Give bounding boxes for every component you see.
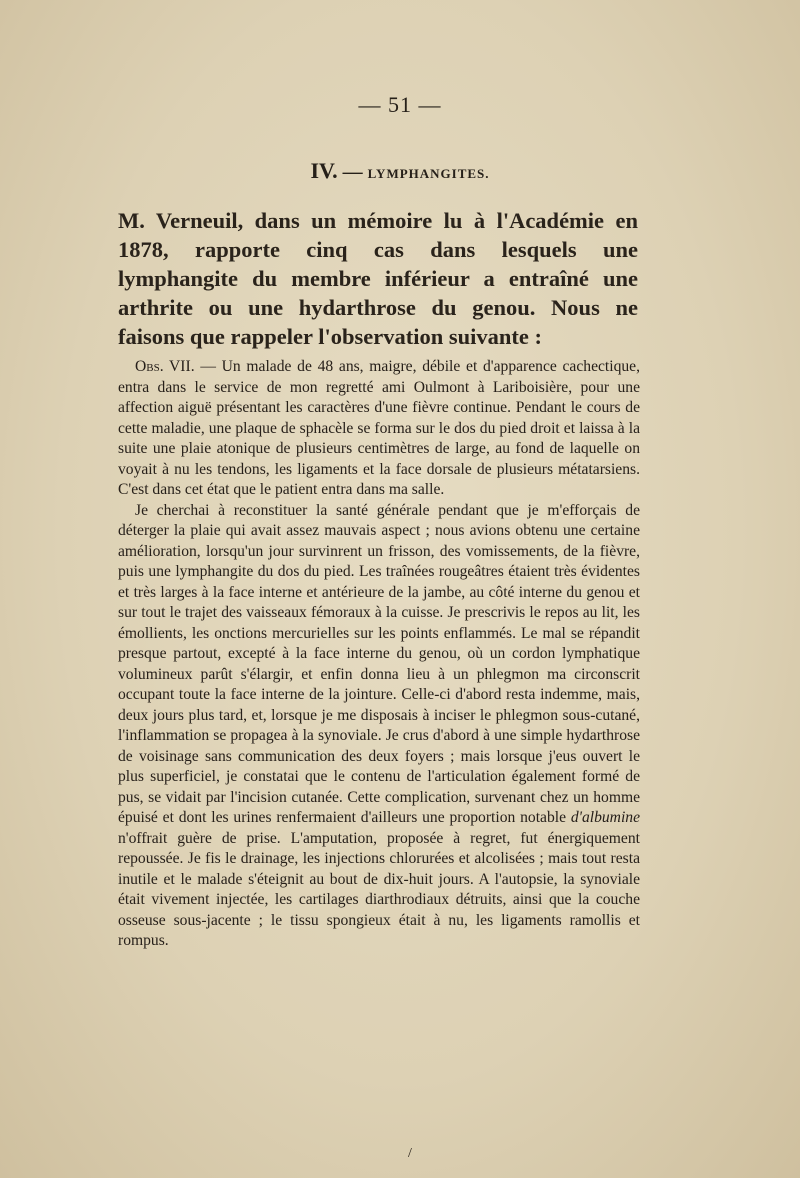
- section-heading: [0, 158, 800, 184]
- section-title: LYMPHANGITES.: [367, 166, 490, 181]
- intro-paragraph: M. Verneuil, dans un mémoire lu à l'Académie en 1878, rapporte cinq cas dans lesquels une lymphangite du membre inférieur a entraîné une arthrite ou une hydarthrose du genou. Nous ne faisons que rappeler l'observation suivante :: [118, 208, 638, 349]
- observation-label: Obs. VII.: [135, 358, 195, 375]
- section-numeral: IV.: [310, 158, 338, 183]
- footer-mark: /: [408, 1146, 412, 1161]
- observation-paragraph-1-text: — Un malade de 48 ans, maigre, débile et d'apparence cachectique, entra dans le service de mon regretté ami Oulmont à Lariboisière, pour une affection aiguë présentant les caractères d'une fièvre continue. Pendant le cours de cette maladie, une plaque de sphacèle se forma sur le dos du pied droit et laissa à la suite une plaie atonique de plusieurs centimètres de large, au fond de laquelle on voyait à nu les tendons, les ligaments et la face dorsale de plusieurs métatarsiens. C'est dans cet état que le patient entra dans ma salle.: [118, 358, 640, 498]
- albumine-italic: d'albumine: [570, 809, 640, 826]
- observation-paragraph-2-text-a: Je cherchai à reconstituer la santé générale pendant que je m'efforçais de déterger la plaie qui avait assez mauvais aspect ; nous avions obtenu une certaine amélioration, lorsqu'un jour survinrent un frisson, des vomissements, de la fièvre, puis une lymphangite du dos du pied. Les traînées rougeâtres étaient très évidentes et très larges à la face interne et antérieure de la jambe, au côté interne du genou et sur tout le trajet des vaisseaux fémoraux à la cuisse. Je prescrivis le repos au lit, les émollients, les onctions mercurielles sur les points enflammés. Le mal se répandit presque partout, excepté à la face interne du genou, où un cordon lymphatique volumineux parût s'élargir, et enfin donna lieu à un phlegmon ma circonscrit occupant toute la face interne de la jointure. Celle-ci d'abord resta indemme, mais, deux jours plus tard, et, lorsque je me disposais à inciser le phlegmon sous-cutané, l'inflammation se propagea à la synoviale. Je crus d'abord à une simple hydarthrose de voisinage sans communication des deux foyers ; mais lorsque j'eus ouvert le plus superficiel, je constatai que le contenu de l'articulation également formé de pus, se vidait par l'incision cutanée. Cette complication, survenant chez un homme épuisé et dont les urines renfermaient d'ailleurs une proportion notable: [118, 501, 640, 826]
- observation-paragraph-2: [118, 501, 640, 952]
- observation-text: [118, 357, 640, 952]
- page-number: — 51 —: [358, 92, 442, 117]
- observation-paragraph-2-text-b: n'offrait guère de prise. L'amputation, proposée à regret, fut énergiquement repoussée. Je fis le drainage, les injections chlorurées et alcolisées ; mais tout resta inutile et le malade s'éteignit au bout de dix-huit jours. A l'autopsie, la synoviale était vivement injectée, les cartilages diarthrodiaux détruits, ainsi que la couche osseuse sous-jacente ; le tissu spongieux était à nu, les ligaments ramollis et rompus.: [118, 829, 640, 949]
- observation-paragraph-1: [118, 357, 640, 501]
- section-dash: —: [342, 161, 363, 183]
